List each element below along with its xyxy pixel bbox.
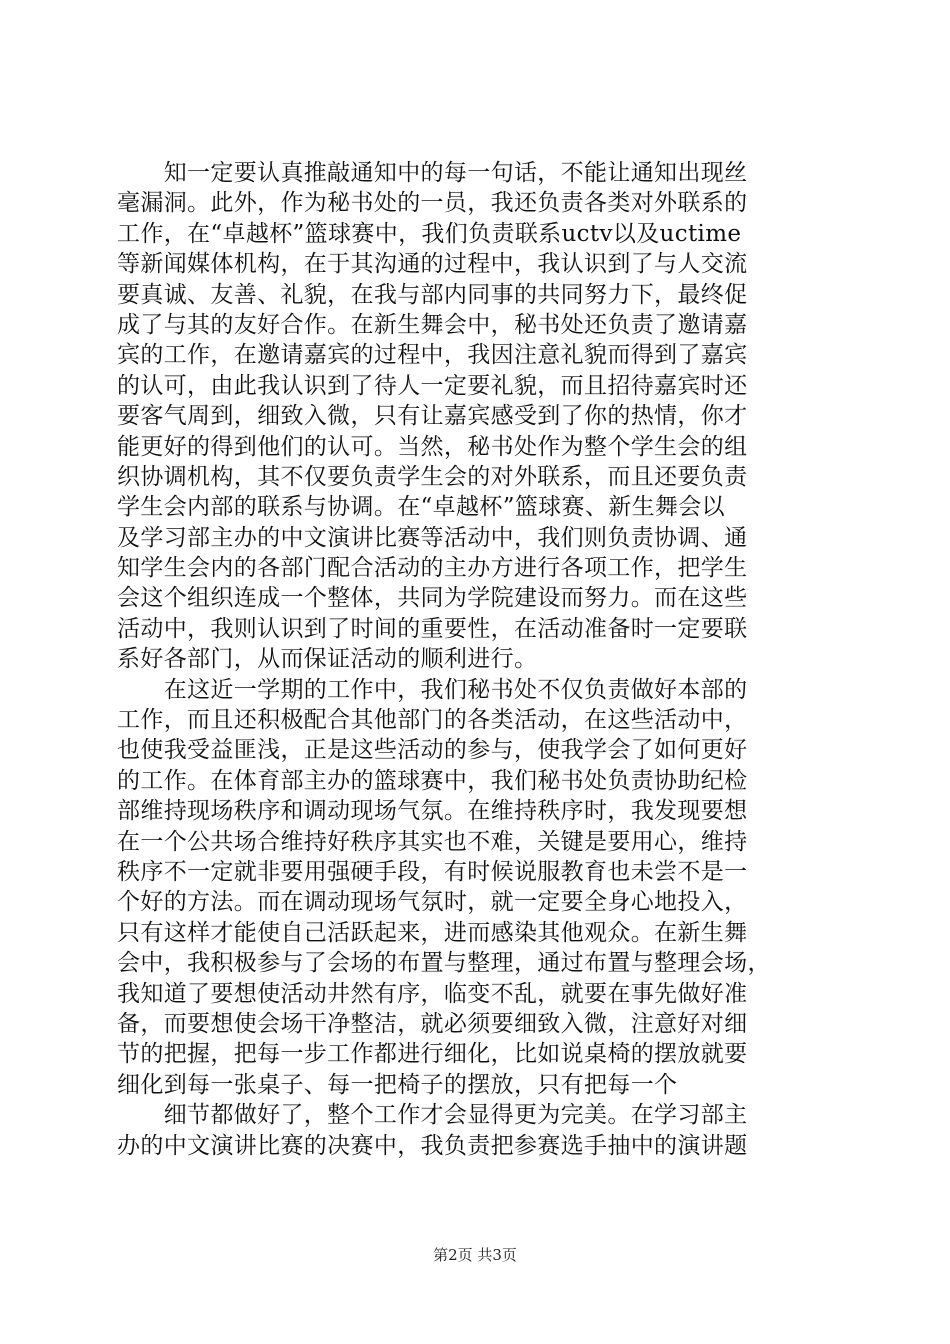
text-line: 会中，我积极参与了会场的布置与整理，通过布置与整理会场，: [117, 950, 771, 977]
text-line: 细化到每一张桌子、每一把椅子的摆放，只有把每一个: [117, 1071, 678, 1098]
text-line: 的认可，由此我认识到了待人一定要礼貌，而且招待嘉宾时还: [117, 372, 748, 399]
text-line: 部维持现场秩序和调动现场气氛。在维持秩序时，我发现要想: [117, 798, 748, 825]
text-line: 在一个公共场合维持好秩序其实也不难，关键是要用心，维持: [117, 828, 748, 855]
text-line: 等新闻媒体机构，在于其沟通的过程中，我认识到了与人交流: [117, 251, 748, 278]
text-line: 毫漏洞。此外，作为秘书处的一员，我还负责各类对外联系的: [117, 190, 748, 217]
text-line: 知一定要认真推敲通知中的每一句话，不能让通知出现丝: [117, 160, 748, 186]
text-line: 活动中，我则认识到了时间的重要性，在活动准备时一定要联: [117, 615, 748, 642]
text-line: 要真诚、友善、礼貌，在我与部内同事的共同努力下，最终促: [117, 281, 748, 308]
page-number-footer: 第2页 共3页: [433, 1246, 517, 1264]
text-line: 也使我受益匪浅，正是这些活动的参与，使我学会了如何更好: [117, 737, 748, 764]
text-line: 办的中文演讲比赛的决赛中，我负责把参赛选手抽中的演讲题: [117, 1132, 748, 1159]
text-line: 备，而要想使会场干净整洁，就必须要细致入微，注意好对细: [117, 1010, 748, 1037]
text-line: 知学生会内的各部门配合活动的主办方进行各项工作，把学生: [117, 555, 748, 582]
text-line: 织协调机构，其不仅要负责学生会的对外联系，而且还要负责: [117, 463, 748, 490]
text-line: 能更好的得到他们的认可。当然，秘书处作为整个学生会的组: [117, 433, 748, 460]
text-line: 要客气周到，细致入微，只有让嘉宾感受到了你的热情，你才: [117, 403, 748, 430]
text-line: 的工作。在体育部主办的篮球赛中，我们秘书处负责协助纪检: [117, 767, 748, 794]
text-line: 我知道了要想使活动井然有序，临变不乱，就要在事先做好准: [117, 980, 748, 1007]
text-line: 系好各部门，从而保证活动的顺利进行。: [117, 646, 538, 673]
text-line: 细节都做好了，整个工作才会显得更为完美。在学习部主: [117, 1102, 748, 1129]
text-line: 节的把握，把每一步工作都进行细化，比如说桌椅的摆放就要: [117, 1041, 748, 1068]
text-line: 宾的工作，在邀请嘉宾的过程中，我因注意礼貌而得到了嘉宾: [117, 342, 748, 369]
body-text: [117, 158, 837, 1161]
text-line: 成了与其的友好合作。在新生舞会中，秘书处还负责了邀请嘉: [117, 311, 748, 338]
text-line: 工作，而且还积极配合其他部门的各类活动，在这些活动中，: [117, 707, 748, 734]
text-line: 秩序不一定就非要用强硬手段，有时候说服教育也未尝不是一: [117, 858, 748, 885]
text-line: 只有这样才能使自己活跃起来，进而感染其他观众。在新生舞: [117, 919, 748, 946]
text-line: 个好的方法。而在调动现场气氛时，就一定要全身心地投入，: [117, 889, 748, 916]
text-line: 会这个组织连成一个整体，共同为学院建设而努力。而在这些: [117, 585, 748, 612]
text-line: 学生会内部的联系与协调。在“卓越杯”篮球赛、新生舞会以: [117, 494, 725, 521]
text-line: 在这近一学期的工作中，我们秘书处不仅负责做好本部的: [117, 676, 748, 703]
text-line: 工作，在“卓越杯”篮球赛中，我们负责联系uctv以及uctime: [117, 220, 742, 247]
text-line: 及学习部主办的中文演讲比赛等活动中，我们则负责协调、通: [117, 524, 748, 551]
